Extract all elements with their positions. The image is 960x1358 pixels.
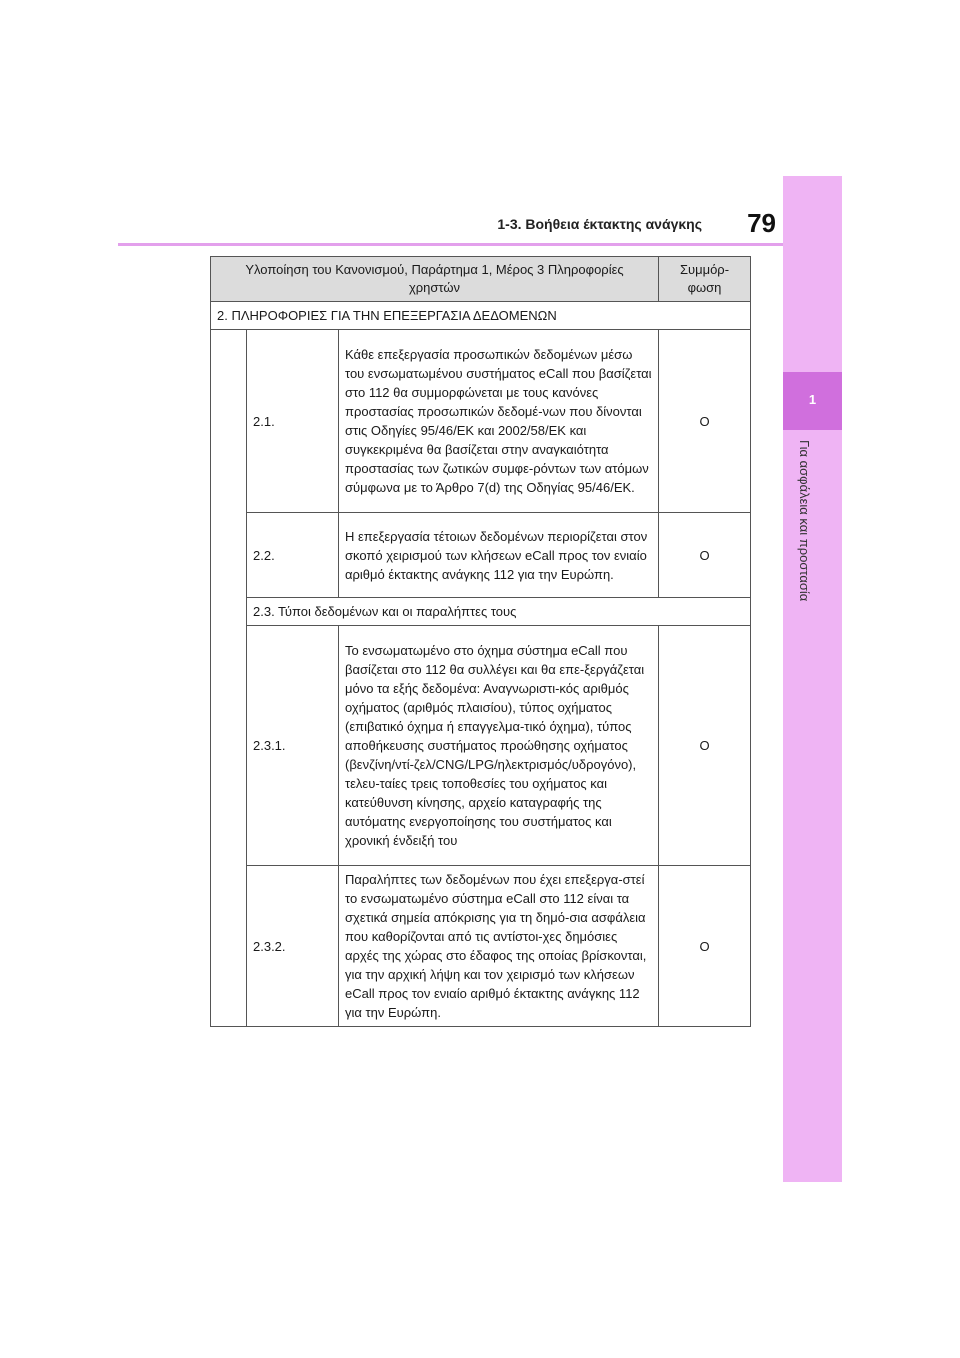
chapter-label: Για ασφάλεια και προστασία [797,440,812,602]
table-row [211,513,751,598]
section-title: 1-3. Βοήθεια έκτακτης ανάγκης [497,216,702,232]
row-number: 2.3.1. [247,626,339,866]
row-compliance: O [659,866,751,1027]
header-description: Υλοποίηση του Κανονισμού, Παράρτημα 1, Μέρος 3 Πληροφορίες χρηστών [211,257,659,302]
table-row [211,330,751,513]
row-number: 2.2. [247,513,339,598]
subsection-heading: 2.3. Τύποι δεδομένων και οι παραλήπτες τους [247,598,751,626]
row-number: 2.1. [247,330,339,513]
regulation-table [210,256,751,1027]
chapter-side-tab [783,176,842,1182]
table-header-row [211,257,751,302]
row-text: Κάθε επεξεργασία προσωπικών δεδομένων μέσω του ενσωματωμένου συστήματος eCall που βασίζεται στο 112 θα συμμορφώνεται με τους κανόνες προστασίας προσωπικών δεδομέ-νων που δίνονται στις Οδηγίες 95/46/ΕΚ και 2002/58/ΕΚ και συγκεκριμένα θα βασίζεται στην αναγκαιότητα προστασίας των ζωτικών συμφε-ρόντων των ατόμων σύμφωνα με το Άρθρο 7(d) της Οδηγίας 95/46/ΕΚ. [339,330,659,513]
row-text: Η επεξεργασία τέτοιων δεδομένων περιορίζεται στον σκοπό χειρισμού των κλήσεων eCall προς τον ενιαίο αριθμό έκτακτης ανάγκης 112 για την Ευρώπη. [339,513,659,598]
section-heading-row [211,302,751,330]
row-text: Το ενσωματωμένο στο όχημα σύστημα eCall που βασίζεται στο 112 θα συλλέγει και θα επε-ξεργάζεται μόνο τα εξής δεδομένα: Αναγνωριστι-κός αριθμός οχήματος (αριθμός πλαισίου), τύπος οχήματος (επιβατικό όχημα ή επαγγελμα-τικό όχημα), τύπος αποθήκευσης συστήματος προώθησης οχήματος (βενζίνη/ντί-ζελ/CNG/LPG/ηλεκτρισμός/υδρογόνο), τελευ-ταίες τρεις τοποθεσίες του οχήματος και κατεύθυνση κίνησης, αρχείο καταγραφής της αυτόματης ενεργοποίησης του συστήματος και χρονική ένδειξή του [339,626,659,866]
page-number: 79 [747,208,776,238]
header-rule [118,243,783,246]
subsection-heading-row [211,598,751,626]
section-heading: 2. ΠΛΗΡΟΦΟΡΙΕΣ ΓΙΑ ΤΗΝ ΕΠΕΞΕΡΓΑΣΙΑ ΔΕΔΟΜΕΝΩΝ [211,302,751,330]
table-row [211,866,751,1027]
row-text: Παραλήπτες των δεδομένων που έχει επεξεργα-στεί το ενσωματωμένο σύστημα eCall στο 112 είναι τα σχετικά σημεία απόκρισης για τη δημό-σια ασφάλεια που καθορίζονται από τις αντίστοι-χες δημόσιες αρχές της χώρας στο έδαφος της οποίας βρίσκονται, για την αρχική λήψη και τον χειρισμό των κλήσεων eCall προς τον ενιαίο αριθμό έκτακτης ανάγκης 112 για την Ευρώπη. [339,866,659,1027]
row-compliance: O [659,626,751,866]
chapter-number: 1 [808,392,817,407]
indent-column [211,330,247,1027]
row-number: 2.3.2. [247,866,339,1027]
row-compliance: O [659,330,751,513]
table-row [211,626,751,866]
header-compliance: Συμμόρ-φωση [659,257,751,302]
row-compliance: O [659,513,751,598]
